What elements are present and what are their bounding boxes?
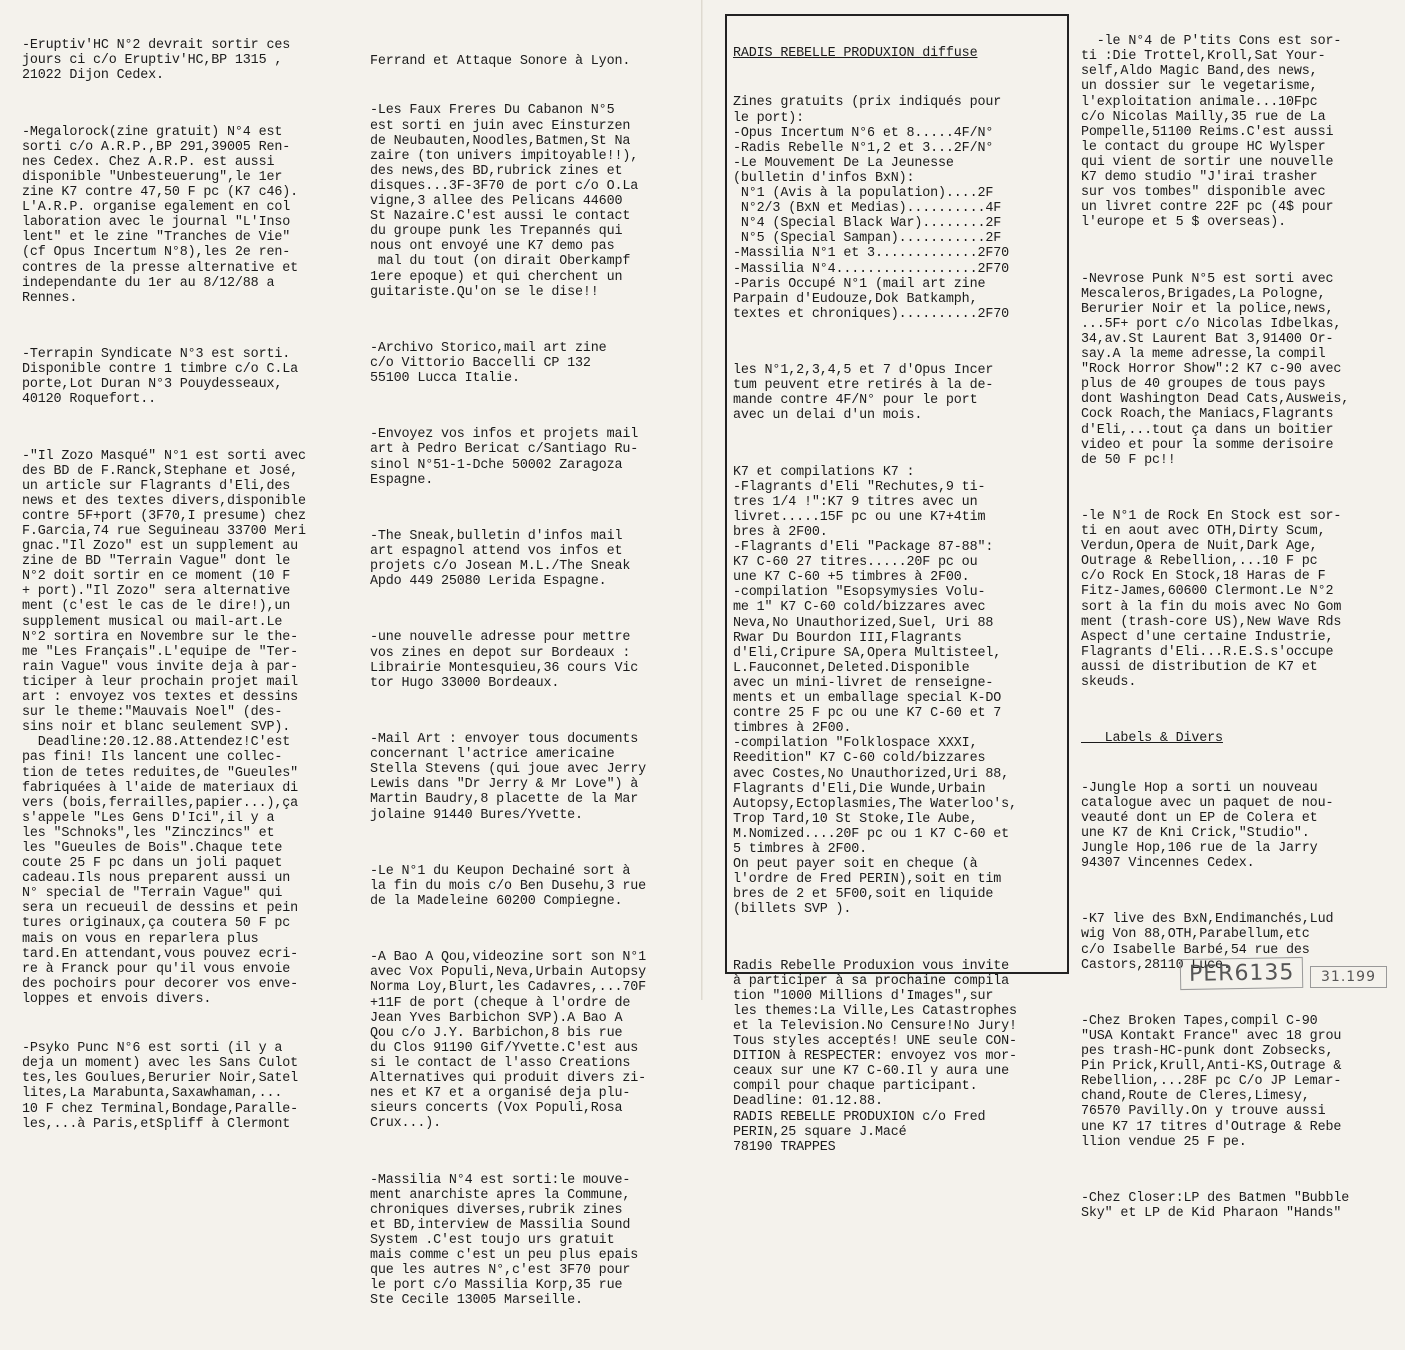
news-item: -une nouvelle adresse pour mettre vos zines en depot sur Bordeaux : Librairie Montesquieu,36 cours Vic tor Hugo 33000 Bordeaux. (370, 630, 639, 691)
column-4 (1081, 4, 1405, 1262)
left-page (0, 0, 702, 1309)
column-3 (733, 16, 1065, 1196)
news-item: -Le N°1 du Keupon Dechainé sort à la fin du mois c/o Ben Dusehu,3 rue de la Madeleine 60200 Compiegne. (370, 863, 646, 909)
section-heading: RADIS REBELLE PRODUXION diffuse (733, 46, 978, 62)
section-heading: Labels & Divers (1081, 731, 1223, 747)
archive-number-stamp: 31.199 (1310, 966, 1387, 988)
news-item: -Chez Closer:LP des Batmen "Bubble Sky" et LP de Kid Pharaon "Hands" (1081, 1190, 1350, 1222)
news-item: -le N°1 de Rock En Stock est sor- ti en aout avec OTH,Dirty Scum, Verdun,Opera de Nuit,Dark Age, Outrage & Rebellion,...10 F pc c/o Rock En Stock,18 Haras de F Fitz-James,60600 Clermont.Le N°2 sort à la fin du mois avec No Gom ment (trash-core US),New Wave Rds Aspect d'une certaine Industrie, Flagrants d'Eli...R.E.S.s'occupe aussi de distribution de K7 et skeuds. (1081, 509, 1342, 691)
right-page (703, 0, 1405, 1222)
k7-list: K7 et compilations K7 : -Flagrants d'Eli "Rechutes,9 ti- tres 1/4 !":K7 9 titres avec un livret.....15F pc ou une K7+4tim bres à 2F00. -Flagrants d'Eli "Package 87-88": K7 C-60 27 titres.....20F pc ou une K7 C-60 +5 timbres à 2F00. -compilation "Esopsymysies Volu- me 1" K7 C-60 cold/bizzares avec Neva,No Unauthorized,Suel, Uri 88 Rwar Du Bourdon III,Flagrants d'Eli,Cripure SA,Opera Multisteel, L.Fauconnet,Deleted.Disponible avec un mini-livret de renseigne- ments et un emballage special K-DO contre 25 F pc ou une K7 C-60 et 7 timbres à 2F00. -compilation "Folklospace XXXI, Reedition" K7 C-60 cold/bizzares avec Costes,No Unauthorized,Uri 88, Flagrants d'Eli,Die Wunde,Urbain Autopsy,Ectoplasmies,The Waterloo's, Trop Tard,10 St Stoke,Ile Aube, M.Nomized....20F pc ou 1 K7 C-60 et 5 timbres à 2F00. On peut payer soit en cheque (à l'ordre de Fred PERIN),soit en tim bres de 2 et 5F00,soit en liquide (billets SVP ). (733, 464, 1017, 918)
news-item: -Jungle Hop a sorti un nouveau catalogue avec un paquet de nou- veauté dont un EP de Colera et une K7 de Kni Crick,"Studio". Jungle Hop,106 rue de la Jarry 94307 Vincennes Cedex. (1081, 780, 1334, 872)
column-2 (370, 24, 702, 1350)
archive-reference-stamp: PER6135 (1180, 957, 1304, 990)
news-item: -Envoyez vos infos et projets mail art à Pedro Bericat c/Santiago Ru- sinol N°51-1-Dche 50002 Zaragoza Espagne. (370, 427, 639, 488)
news-item: -Psyko Punc N°6 est sorti (il y a deja un moment) avec les Sans Culot tes,les Goulues,Berurier Noir,Satel lites,La Marabunta,Saxawhaman,... 10 F chez Terminal,Bondage,Paralle- les,...à Paris,etSpliff à Clermont (22, 1041, 298, 1132)
news-item: -Nevrose Punk N°5 est sorti avec Mescaleros,Brigades,La Pologne, Berurier Noir et la police,news, ...5F+ port c/o Nicolas Idbelkas, 34,av.St Laurent Bat 3,91400 Or- say.A la meme adresse,la compil "Rock Horror Show":2 K7 c-90 avec plus de 40 groupes de tous pays dont Washington Dead Cats,Ausweis, Cock Roach,the Maniacs,Flagrants d'Eli,...tout ça dans un boitier video et pour la somme derisoire de 50 F pc!! (1081, 271, 1350, 468)
news-item: -"Il Zozo Masqué" N°1 est sorti avec des BD de F.Ranck,Stephane et José, un article sur Flagrants d'Eli,des news et des textes divers,disponible contre 5F+port (3F70,I presume) chez F.Garcia,74 rue Seguineau 33700 Meri gnac."Il Zozo" est un supplement au zine de BD "Terrain Vague" dont le N°2 doit sortir en ce moment (10 F + port)."Il Zozo" sera alternative ment (c'est le cas de le dire!),un supplement musical ou mail-art.Le N°2 sortira en Novembre sur le the- me "Les Français".L'equipe de "Ter- rain Vague" vous invite deja à par- ticiper à leur prochain projet mail art : envoyez vos textes et dessins sur le theme:"Mauvais Noel" (des- sins noir et blanc seulement SVP). Deadline:20.12.88.Attendez!C'est pas fini! Ils lancent une collec- tion de tetes reduites,de "Gueules" fabriquées à l'aide de materiaux di vers (bois,ferrailles,papier...),ça s'appele "Les Gens D'Ici",il y a les "Schnoks",les "Zinczincs" et les "Gueules de Bois".Chaque tete coute 25 F pc dans un joli paquet cadeau.Ils nous preparent aussi un N° special de "Terrain Vague" qui sera un recueuil de dessins et pein tures originaux,ça coutera 50 F pc mais on vous en reparlera plus tard.En attendant,vous pouvez ecri- re à Franck pour qu'il vous envoie des pochoirs pour decorer vos enve- loppes et envois divers. (22, 448, 306, 1007)
column-1 (22, 8, 354, 1173)
news-item: -le N°4 de P'tits Cons est sor- ti :Die Trottel,Kroll,Sat Your- self,Aldo Magic Band,des news, un dossier sur le vegetarisme, l'exploitation animale...10Fpc c/o Nicolas Mailly,35 rue de La Pompelle,51100 Reims.C'est aussi le contact du groupe HC Wylsper qui vient de sortir une nouvelle K7 demo studio "J'irai trasher sur vos tombes" disponible avec un livret contre 22F pc (4$ pour l'europe et 5 $ overseas). (1081, 34, 1342, 231)
compilation-call: Radis Rebelle Produxion vous invite à participer à sa prochaine compila tion "1000 Millions d'Images",sur les themes:La Ville,Les Catastrophes et la Television.No Censure!No Jury! Tous styles acceptés! UNE seule CON- DITION à RESPECTER: envoyez vos mor- ceaux sur une K7 C-60.Il y aura une compil pour chaque participant. Deadline: 01.12.88. RADIS REBELLE PRODUXION c/o Fred PERIN,25 square J.Macé 78190 TRAPPES (733, 958, 1017, 1155)
news-item: -Les Faux Freres Du Cabanon N°5 est sorti en juin avec Einsturzen de Neubauten,Noodles,Batmen,St Na zaire (ton univers impitoyable!!), des news,des BD,rubrick zines et disques...3F-3F70 de port c/o O.La vigne,3 allee des Pelicans 44600 St Nazaire.C'est aussi le contact du groupe punk les Trepannés qui nous ont envoyé une K7 demo pas mal du tout (on dirait Oberkampf 1ere epoque) et qui cherchent un guitariste.Qu'on se le dise!! (370, 103, 639, 300)
news-item: -Massilia N°4 est sorti:le mouve- ment anarchiste apres la Commune, chroniques diverses,rubrik zines et BD,interview de Massilia Sound System .C'est toujo urs gratuit mais comme c'est un peu plus epais que les autres N°,c'est 3F70 pour le port c/o Massilia Korp,35 rue Ste Cecile 13005 Marseille. (370, 1172, 639, 1309)
news-item: -K7 live des BxN,Endimanchés,Lud wig Von 88,OTH,Parabellum,etc c/o Isabelle Barbé,54 rue des Castors,28110 Luce. (1081, 912, 1334, 973)
news-item: -Mail Art : envoyer tous documents concernant l'actrice americaine Stella Stevens (qui joue avec Jerry Lewis dans "Dr Jerry & Mr Love") à Martin Baudry,8 placette de la Mar jolaine 91440 Bures/Yvette. (370, 732, 646, 823)
news-item: -Chez Broken Tapes,compil C-90 "USA Kontakt France" avec 18 grou pes trash-HC-punk dont Zobsecks, Pin Prick,Krull,Anti-KS,Outrage & Rebellion,...28F pc C/o JP Lemar- chand,Route de Cleres,Limesy, 76570 Pavilly.On y trouve aussi une K7 17 titres d'Outrage & Rebe llion vendue 25 F pe. (1081, 1013, 1342, 1150)
news-item: -Archivo Storico,mail art zine c/o Vittorio Baccelli CP 132 55100 Lucca Italie. (370, 340, 607, 387)
news-item: -A Bao A Qou,videozine sort son N°1 avec Vox Populi,Neva,Urbain Autopsy Norma Loy,Blurt,les Cadavres,...70F +11F de port (cheque à l'ordre de Jean Yves Barbichon SVP).A Bao A Qou c/o J.Y. Barbichon,8 bis rue du Clos 91190 Gif/Yvette.C'est aus si le contact de l'asso Creations Alternatives qui produit divers zi- nes et K7 et a organisé deja plu- sieurs concerts (Vox Populi,Rosa Crux...). (370, 950, 646, 1132)
price-list: Zines gratuits (prix indiqués pour le port): -Opus Incertum N°6 et 8.....4F/N° -Radis Rebelle N°1,2 et 3...2F/N° -Le Mouvement De La Jeunesse (bulletin d'infos BxN): N°1 (Avis à la population)....2F N°2/3 (BxN et Medias)..........4F N°4 (Special Black War)........2F N°5 (Special Sampan)...........2F -Massilia N°1 et 3.............2F70 -Massilia N°4..................2F70 -Paris Occupé N°1 (mail art zine Parpain d'Eudouze,Dok Batkamph, textes et chroniques)..........2F70 (733, 95, 1009, 322)
news-item: -The Sneak,bulletin d'infos mail art espagnol attend vos infos et projets c/o Josean M.L./The Sneak Apdo 449 25080 Lerida Espagne. (370, 528, 631, 590)
news-item: les N°1,2,3,4,5 et 7 d'Opus Incer tum peuvent etre retirés à la de- mande contre 4F/N° pour le port avec un delai d'un mois. (733, 363, 994, 424)
news-item: Ferrand et Attaque Sonore à Lyon. (370, 54, 631, 70)
news-item: -Terrapin Syndicate N°3 est sorti. Disponible contre 1 timbre c/o C.La porte,Lot Duran N°3 Pouydesseaux, 40120 Roquefort.. (22, 346, 298, 408)
news-item: -Eruptiv'HC N°2 devrait sortir ces jours ci c/o Eruptiv'HC,BP 1315 , 21022 Dijon Cedex. (22, 38, 291, 84)
news-item: -Megalorock(zine gratuit) N°4 est sorti c/o A.R.P.,BP 291,39005 Ren- nes Cedex. Chez A.R.P. est aussi disponible "Unbesteuerung",le 1er zine K7 contre 47,50 F pc (K7 c46). L'A.R.P. organise egalement en col laboration avec le journal "L'Inso lent" et le zine "Tranches de Vie" (cf Opus Incertum N°8),les 2e ren- contres de la presse alternative et independante du 1er au 8/12/88 a Rennes. (22, 124, 298, 306)
